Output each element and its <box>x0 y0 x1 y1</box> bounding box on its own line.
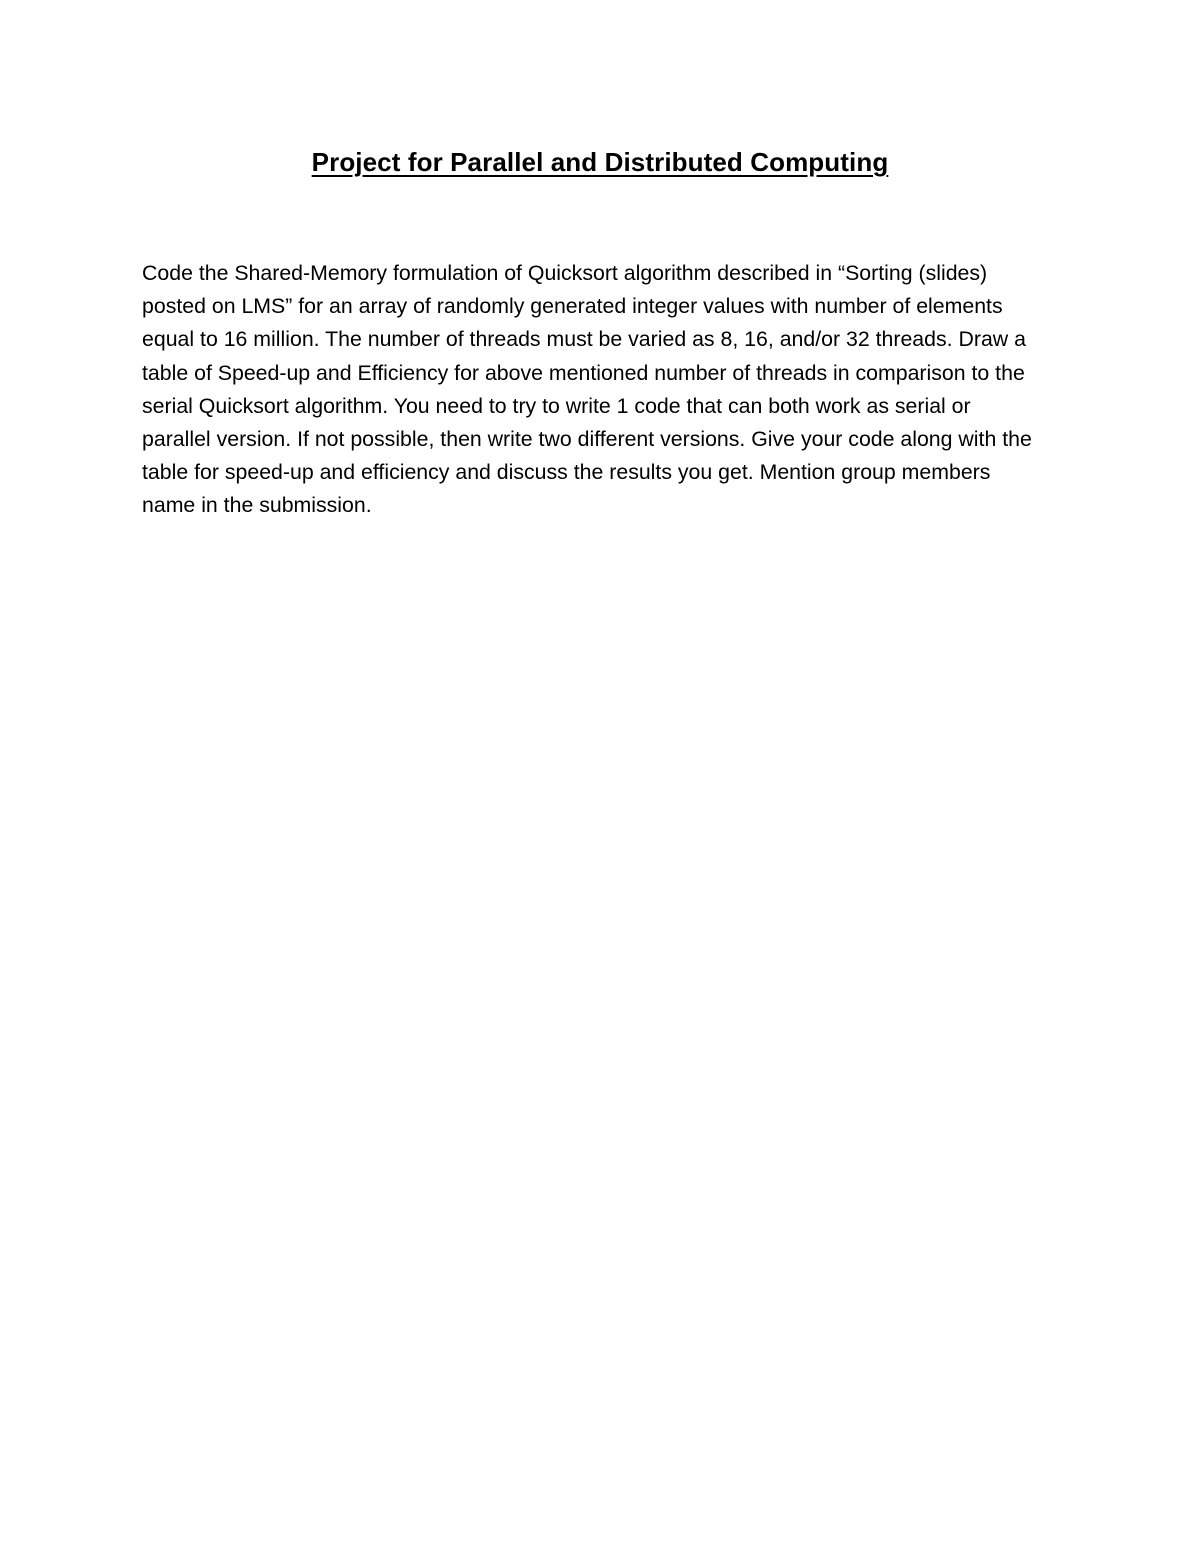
body-line: parallel version. If not possible, then write two different versions. Give your code along with the <box>142 427 1032 452</box>
body-line: serial Quicksort algorithm. You need to try to write 1 code that can both work as serial or <box>142 393 971 418</box>
body-line: table of Speed-up and Efficiency for above mentioned number of threads in comparison to the <box>142 360 1025 385</box>
body-line: table for speed-up and efficiency and discuss the results you get. Mention group members <box>142 460 991 485</box>
body-line: equal to 16 million. The number of threads must be varied as 8, 16, and/or 32 threads. Draw a <box>142 327 1026 352</box>
body-line: posted on LMS” for an array of randomly generated integer values with number of elements <box>142 294 1003 319</box>
document-title: Project for Parallel and Distributed Computing <box>311 147 889 177</box>
document-body-paragraph <box>142 257 1062 523</box>
body-line: Code the Shared-Memory formulation of Quicksort algorithm described in “Sorting (slides) <box>142 261 988 285</box>
body-line: name in the submission. <box>142 493 372 518</box>
